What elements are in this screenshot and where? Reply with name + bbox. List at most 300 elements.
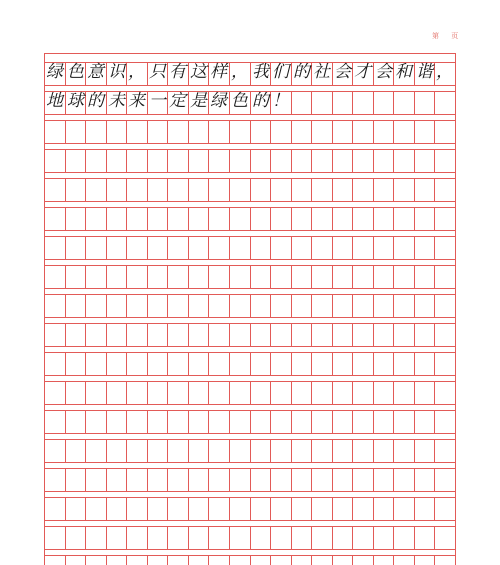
grid-cell (291, 177, 312, 200)
grid-cell (373, 467, 394, 490)
grid-cell (311, 119, 332, 142)
grid-cell (270, 293, 291, 316)
grid-cell (434, 148, 455, 171)
grid-cell (373, 351, 394, 374)
grid-cell (373, 525, 394, 548)
grid-cell (167, 409, 188, 432)
grid-cell (250, 293, 271, 316)
grid-cell (65, 351, 86, 374)
grid-cell (352, 177, 373, 200)
grid-cell (106, 380, 127, 403)
grid-cell (352, 293, 373, 316)
grid-cell (106, 177, 127, 200)
grid-cell (167, 293, 188, 316)
grid-cell (434, 496, 455, 519)
grid-cell (393, 235, 414, 258)
grid-cell (106, 264, 127, 287)
grid-cell (270, 380, 291, 403)
grid-cell (44, 467, 65, 490)
grid-cell (229, 206, 250, 229)
grid-cell (167, 496, 188, 519)
grid-cell (332, 235, 353, 258)
grid-cell (311, 554, 332, 565)
grid-cell (188, 322, 209, 345)
grid-cell (147, 467, 168, 490)
grid-cell (147, 177, 168, 200)
grid-cell: 是 (190, 91, 207, 111)
grid-right-border (455, 53, 456, 565)
grid-cell (414, 496, 435, 519)
grid-cell (291, 525, 312, 548)
grid-cell (229, 322, 250, 345)
grid-cell (188, 177, 209, 200)
grid-cell (434, 293, 455, 316)
grid-cell (291, 409, 312, 432)
grid-cell (332, 322, 353, 345)
row-bottom-line (44, 462, 456, 463)
row-bottom-line (44, 85, 456, 86)
grid-cell (250, 496, 271, 519)
grid-cell (229, 264, 250, 287)
row-bottom-line (44, 491, 456, 492)
grid-cell: ， (128, 62, 145, 82)
grid-cell (44, 235, 65, 258)
grid-cell (85, 293, 106, 316)
grid-cell: 绿 (210, 91, 227, 111)
grid-cell (229, 293, 250, 316)
grid-cell (414, 351, 435, 374)
grid-cell (126, 380, 147, 403)
grid-cell (250, 351, 271, 374)
grid-cell (332, 119, 353, 142)
grid-cell (311, 380, 332, 403)
grid-cell (291, 438, 312, 461)
grid-cell (393, 351, 414, 374)
grid-cell: ， (231, 62, 248, 82)
grid-cell (65, 264, 86, 287)
grid-cell (44, 293, 65, 316)
grid-cell (250, 409, 271, 432)
grid-cell (188, 467, 209, 490)
grid-cell (44, 380, 65, 403)
row-bottom-line (44, 230, 456, 231)
grid-cell (270, 525, 291, 548)
grid-cell (332, 148, 353, 171)
grid-cell (208, 206, 229, 229)
grid-cell (65, 409, 86, 432)
grid-cell (147, 322, 168, 345)
grid-cell (373, 554, 394, 565)
row-bottom-line (44, 433, 456, 434)
grid-cell (352, 409, 373, 432)
row-bottom-line (44, 114, 456, 115)
grid-cell (393, 206, 414, 229)
grid-cell (106, 119, 127, 142)
grid-cell (373, 322, 394, 345)
grid-cell (208, 264, 229, 287)
grid-top-border (44, 53, 456, 54)
grid-cell (147, 293, 168, 316)
grid-cell (311, 206, 332, 229)
grid-cell (167, 438, 188, 461)
grid-cell (106, 496, 127, 519)
grid-cell (414, 264, 435, 287)
grid-cell (332, 293, 353, 316)
grid-cell (106, 467, 127, 490)
grid-cell (250, 554, 271, 565)
grid-cell: 社 (313, 62, 330, 82)
grid-cell (270, 409, 291, 432)
grid-cell (270, 554, 291, 565)
grid-cell (352, 90, 373, 113)
grid-cell (126, 264, 147, 287)
grid-cell (393, 119, 414, 142)
grid-cell (208, 119, 229, 142)
grid-cell (44, 148, 65, 171)
row-bottom-line (44, 201, 456, 202)
grid-cell (126, 177, 147, 200)
grid-cell (250, 119, 271, 142)
grid-cell (167, 322, 188, 345)
grid-cell (291, 119, 312, 142)
grid-cell (85, 467, 106, 490)
grid-cell (167, 206, 188, 229)
grid-cell (188, 206, 209, 229)
grid-cell: 谐 (416, 62, 433, 82)
grid-cell (414, 177, 435, 200)
grid-cell (188, 148, 209, 171)
grid-cell (270, 438, 291, 461)
grid-cell (434, 322, 455, 345)
grid-cell (229, 467, 250, 490)
grid-cell (270, 177, 291, 200)
grid-cell (147, 148, 168, 171)
grid-cell (85, 496, 106, 519)
grid-cell (393, 293, 414, 316)
row-bottom-line (44, 259, 456, 260)
grid-cell (291, 264, 312, 287)
grid-cell (393, 90, 414, 113)
page-number-label: 第 页 (432, 32, 464, 40)
grid-cell (65, 119, 86, 142)
grid-cell: ， (436, 62, 453, 82)
grid-cell (250, 235, 271, 258)
grid-cell: 们 (272, 62, 289, 82)
grid-cell: 才 (354, 62, 371, 82)
grid-cell (373, 409, 394, 432)
grid-cell (393, 264, 414, 287)
grid-cell (106, 351, 127, 374)
grid-cell (250, 322, 271, 345)
grid-cell (167, 119, 188, 142)
grid-cell (311, 264, 332, 287)
grid-cell (311, 496, 332, 519)
grid-cell (352, 496, 373, 519)
grid-cell (188, 496, 209, 519)
grid-cell (147, 496, 168, 519)
grid-cell (126, 235, 147, 258)
grid-cell (373, 438, 394, 461)
grid-cell (393, 322, 414, 345)
grid-cell (44, 554, 65, 565)
grid-cell (311, 351, 332, 374)
grid-cell (434, 264, 455, 287)
grid-cell (65, 525, 86, 548)
grid-cell (167, 351, 188, 374)
grid-cell (352, 380, 373, 403)
grid-cell (65, 380, 86, 403)
grid-cell (229, 148, 250, 171)
grid-cell (106, 148, 127, 171)
grid-cell (250, 206, 271, 229)
grid-cell (85, 119, 106, 142)
grid-cell (229, 409, 250, 432)
grid-cell (250, 264, 271, 287)
grid-cell (167, 380, 188, 403)
grid-cell: 色 (67, 62, 84, 82)
grid-cell: 会 (375, 62, 392, 82)
grid-cell (270, 496, 291, 519)
grid-cell (393, 177, 414, 200)
grid-cell (332, 351, 353, 374)
grid-cell (188, 235, 209, 258)
grid-cell (229, 119, 250, 142)
grid-cell (229, 380, 250, 403)
grid-cell (229, 496, 250, 519)
grid-cell (44, 119, 65, 142)
grid-cell (373, 380, 394, 403)
grid-cell (434, 467, 455, 490)
grid-cell: 意 (87, 62, 104, 82)
grid-cell (332, 496, 353, 519)
grid-cell (414, 322, 435, 345)
grid-cell (229, 351, 250, 374)
grid-cell (352, 322, 373, 345)
grid-cell (332, 554, 353, 565)
grid-cell: 和 (395, 62, 412, 82)
grid-cell (85, 525, 106, 548)
grid-cell (270, 322, 291, 345)
grid-cell (352, 235, 373, 258)
grid-cell (291, 467, 312, 490)
grid-cell (106, 525, 127, 548)
grid-cell (208, 351, 229, 374)
grid-cell: 一 (149, 91, 166, 111)
grid-cell (44, 206, 65, 229)
grid-cell (373, 148, 394, 171)
grid-cell (85, 554, 106, 565)
grid-cell (352, 438, 373, 461)
grid-cell (188, 351, 209, 374)
grid-cell (208, 467, 229, 490)
grid-cell (414, 148, 435, 171)
grid-cell (373, 177, 394, 200)
grid-cell (85, 264, 106, 287)
grid-cell (208, 380, 229, 403)
grid-cell (434, 177, 455, 200)
grid-cell (393, 525, 414, 548)
grid-cell (208, 235, 229, 258)
grid-cell: 未 (108, 91, 125, 111)
grid-cell (332, 264, 353, 287)
grid-cell (85, 322, 106, 345)
grid-cell (311, 293, 332, 316)
grid-cell (291, 235, 312, 258)
grid-cell (332, 90, 353, 113)
grid-cell (250, 148, 271, 171)
grid-cell (332, 177, 353, 200)
grid-cell (352, 351, 373, 374)
grid-cell (44, 322, 65, 345)
grid-cell (250, 467, 271, 490)
grid-cell (311, 322, 332, 345)
grid-cell (291, 90, 312, 113)
grid-cell (85, 409, 106, 432)
row-bottom-line (44, 317, 456, 318)
grid-cell (311, 409, 332, 432)
grid-cell (147, 206, 168, 229)
grid-cell (85, 235, 106, 258)
grid-cell (414, 235, 435, 258)
grid-cell (393, 496, 414, 519)
grid-cell (106, 554, 127, 565)
grid-cell: 样 (210, 62, 227, 82)
grid-cell (126, 119, 147, 142)
grid-cell (414, 438, 435, 461)
grid-cell (250, 525, 271, 548)
grid-cell (414, 119, 435, 142)
grid-cell (229, 525, 250, 548)
grid-cell (65, 496, 86, 519)
grid-cell (332, 438, 353, 461)
grid-cell (250, 177, 271, 200)
grid-cell (434, 554, 455, 565)
grid-cell (311, 177, 332, 200)
grid-cell (147, 409, 168, 432)
row-bottom-line (44, 549, 456, 550)
grid-cell (291, 554, 312, 565)
grid-cell (167, 235, 188, 258)
grid-cell: 来 (128, 91, 145, 111)
grid-cell (167, 525, 188, 548)
grid-cell (126, 206, 147, 229)
grid-cell (311, 235, 332, 258)
grid-cell (167, 554, 188, 565)
grid-cell (373, 235, 394, 258)
grid-cell (126, 438, 147, 461)
grid-cell (250, 438, 271, 461)
grid-cell (65, 467, 86, 490)
grid-cell (332, 467, 353, 490)
grid-cell (434, 206, 455, 229)
grid-cell (167, 264, 188, 287)
grid-cell: 地 (46, 91, 63, 111)
grid-cell (434, 351, 455, 374)
grid-cell (106, 293, 127, 316)
row-bottom-line (44, 404, 456, 405)
grid-cell (126, 525, 147, 548)
grid-cell (106, 409, 127, 432)
grid-cell (414, 409, 435, 432)
grid-cell (229, 177, 250, 200)
grid-cell (414, 206, 435, 229)
grid-cell (270, 467, 291, 490)
grid-cell (188, 264, 209, 287)
grid-cell (188, 409, 209, 432)
grid-cell (352, 467, 373, 490)
grid-cell (65, 554, 86, 565)
grid-cell (270, 119, 291, 142)
grid-cell: 的 (252, 91, 269, 111)
grid-cell (188, 293, 209, 316)
grid-cell (208, 148, 229, 171)
grid-cell (434, 409, 455, 432)
grid-cell (332, 525, 353, 548)
grid-cell (434, 380, 455, 403)
grid-cell (65, 438, 86, 461)
grid-cell (332, 409, 353, 432)
grid-cell (393, 467, 414, 490)
grid-cell (106, 322, 127, 345)
row-bottom-line (44, 375, 456, 376)
grid-cell (44, 525, 65, 548)
grid-cell (167, 148, 188, 171)
grid-cell (393, 438, 414, 461)
grid-cell (147, 351, 168, 374)
grid-cell (414, 525, 435, 548)
grid-cell (373, 293, 394, 316)
grid-cell (332, 206, 353, 229)
grid-cell (208, 293, 229, 316)
grid-cell (352, 119, 373, 142)
grid-cell (126, 554, 147, 565)
grid-cell (65, 293, 86, 316)
grid-cell: 我 (252, 62, 269, 82)
grid-cell (44, 264, 65, 287)
grid-cell (85, 380, 106, 403)
grid-cell (414, 380, 435, 403)
grid-cell (85, 148, 106, 171)
grid-cell: 色 (231, 91, 248, 111)
grid-cell (373, 90, 394, 113)
grid-cell (250, 380, 271, 403)
grid-cell (126, 467, 147, 490)
grid-cell (291, 496, 312, 519)
grid-cell (311, 90, 332, 113)
grid-cell (311, 438, 332, 461)
row-bottom-line (44, 288, 456, 289)
row-bottom-line (44, 172, 456, 173)
grid-cell (65, 322, 86, 345)
grid-cell: 识 (108, 62, 125, 82)
grid-cell (85, 351, 106, 374)
grid-cell: 定 (169, 91, 186, 111)
grid-cell (352, 554, 373, 565)
grid-cell (373, 264, 394, 287)
row-bottom-line (44, 346, 456, 347)
grid-cell (291, 148, 312, 171)
grid-cell (291, 293, 312, 316)
grid-cell (373, 496, 394, 519)
grid-cell (229, 438, 250, 461)
grid-cell (270, 264, 291, 287)
grid-cell (229, 554, 250, 565)
grid-cell: 球 (67, 91, 84, 111)
grid-cell (414, 467, 435, 490)
grid-cell (352, 148, 373, 171)
row-bottom-line (44, 143, 456, 144)
grid-cell (147, 235, 168, 258)
